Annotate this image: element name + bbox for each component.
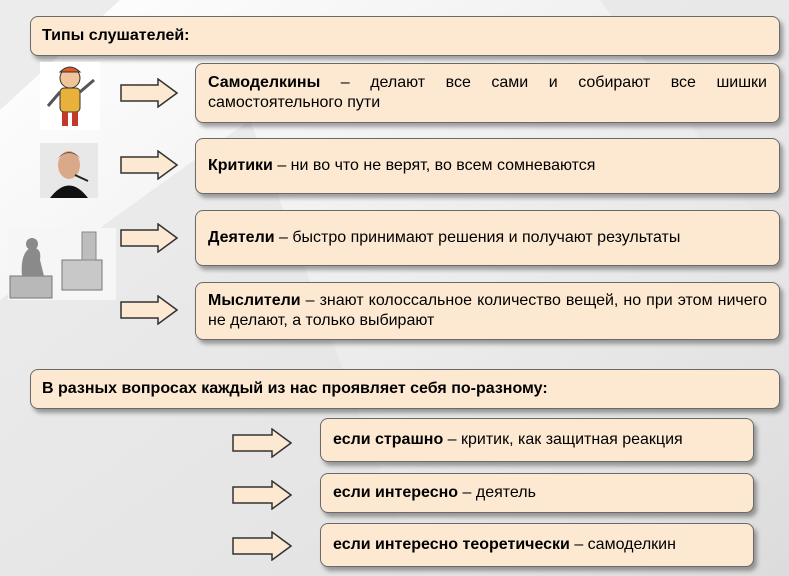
behavior-desc: – деятель [458, 484, 536, 501]
listener-type-box [195, 138, 780, 194]
arrow-icon [120, 150, 178, 180]
listener-type-desc: – знают колоссальное количество вещей, но при этом ничего не делают, а только выбирают [208, 292, 767, 329]
behavior-text [333, 535, 741, 555]
section1-title-box [30, 16, 780, 56]
arrow-icon [232, 428, 292, 458]
section2-title-box [30, 369, 780, 409]
behavior-term: если интересно [333, 484, 459, 501]
listener-type-box [195, 282, 780, 340]
skeptical-man-image [40, 143, 98, 198]
arrow-icon [232, 531, 292, 561]
behavior-desc: – критик, как защитная реакция [443, 431, 683, 448]
listener-type-box [195, 210, 780, 266]
thinker-statues-image [8, 228, 116, 300]
listener-type-term: Самоделкины [208, 74, 321, 91]
listener-type-text [208, 228, 767, 248]
listener-type-term: Критики [208, 157, 273, 174]
behavior-text [333, 483, 741, 503]
arrow-icon [232, 480, 292, 510]
listener-type-text [208, 291, 767, 331]
listener-type-box [195, 63, 780, 123]
listener-type-text [208, 73, 767, 113]
listener-type-term: Деятели [208, 229, 275, 246]
behavior-term: если страшно [333, 431, 444, 448]
arrow-icon [120, 295, 178, 325]
section2-title: В разных вопросах каждый из нас проявляет себя по-разному: [42, 380, 548, 397]
behavior-box [320, 418, 754, 462]
handyman-cartoon-image [40, 62, 100, 130]
listener-type-desc: – делают все сами и собирают все шишки самостоятельного пути [208, 74, 767, 111]
behavior-term: если интересно теоретически [333, 536, 570, 553]
arrow-icon [120, 78, 178, 108]
listener-type-desc: – ни во что не верят, во всем сомневаются [272, 157, 596, 174]
behavior-text [333, 430, 741, 450]
behavior-desc: – самоделкин [569, 536, 676, 553]
listener-type-desc: – быстро принимают решения и получают результаты [274, 229, 681, 246]
behavior-box [320, 473, 754, 513]
listener-type-text [208, 156, 767, 176]
arrow-icon [120, 223, 178, 253]
listener-type-term: Мыслители [208, 292, 301, 309]
section1-title: Типы слушателей: [42, 27, 190, 44]
behavior-box [320, 523, 754, 567]
